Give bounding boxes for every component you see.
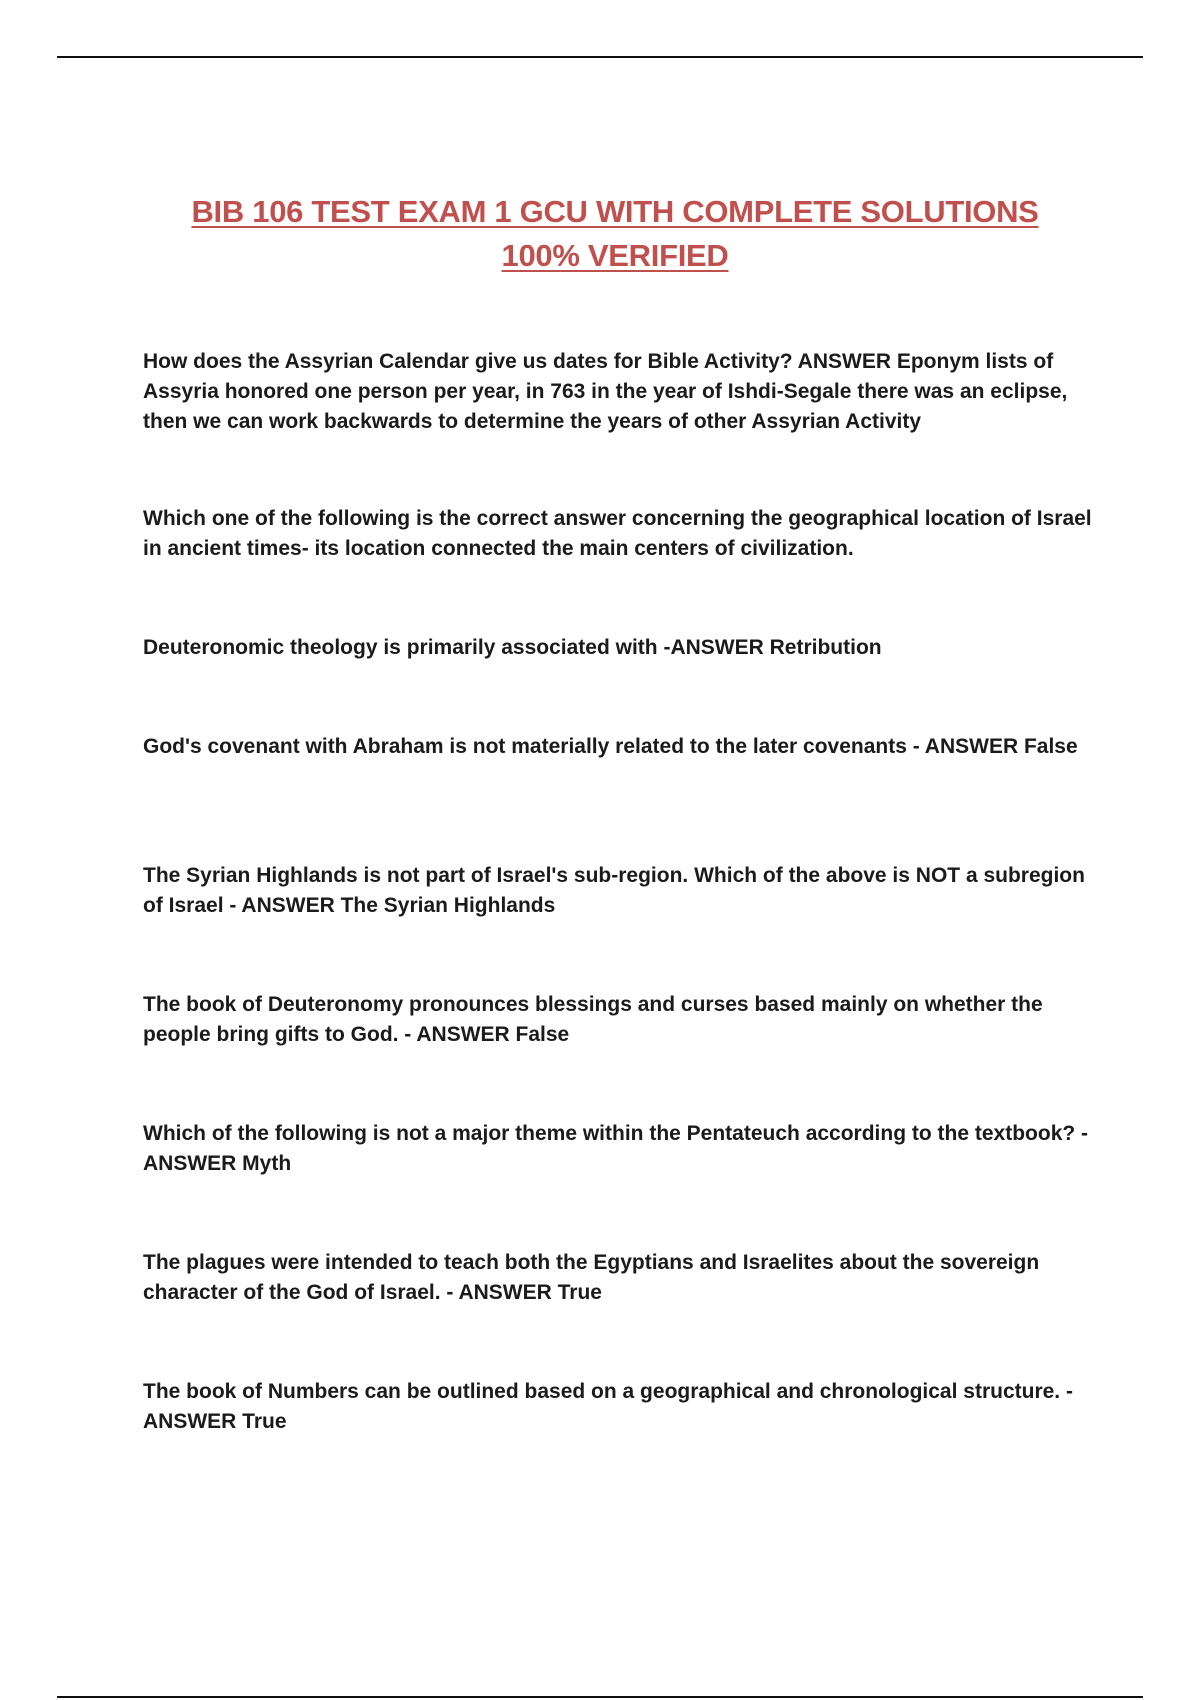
qa-item-5: The Syrian Highlands is not part of Israel's sub-region. Which of the above is NOT a subregion of Israel - ANSWER The Syrian Highlands xyxy=(143,864,1085,917)
qa-item-1: How does the Assyrian Calendar give us dates for Bible Activity? ANSWER Eponym lists of Assyria honored one person per year, in 763 in the year of Ishdi-Segale there was an eclipse, then we can work backwards to determine the years of other Assyrian Activity xyxy=(143,350,1068,433)
qa-item-3: Deuteronomic theology is primarily associated with -ANSWER Retribution xyxy=(143,636,882,659)
qa-item-6: The book of Deuteronomy pronounces blessings and curses based mainly on whether the people bring gifts to God. - ANSWER False xyxy=(143,993,1043,1046)
qa-item-2: Which one of the following is the correct answer concerning the geographical location of Israel in ancient times- its location connected the main centers of civilization. xyxy=(143,507,1092,560)
qa-item-4: God's covenant with Abraham is not materially related to the later covenants - ANSWER False xyxy=(143,735,1078,758)
qa-item-8: The plagues were intended to teach both the Egyptians and Israelites about the sovereign character of the God of Israel. - ANSWER True xyxy=(143,1251,1040,1304)
qa-item-7: Which of the following is not a major theme within the Pentateuch according to the textbook? - ANSWER Myth xyxy=(143,1122,1089,1175)
title-line-1: BIB 106 TEST EXAM 1 GCU WITH COMPLETE SOLUTIONS xyxy=(191,194,1039,229)
bottom-rule xyxy=(57,1696,1143,1698)
top-rule xyxy=(57,56,1143,58)
title-line-2: 100% VERIFIED xyxy=(501,238,729,273)
document-title xyxy=(120,190,1110,278)
qa-item-9: The book of Numbers can be outlined based on a geographical and chronological structure. - ANSWER True xyxy=(143,1380,1073,1433)
